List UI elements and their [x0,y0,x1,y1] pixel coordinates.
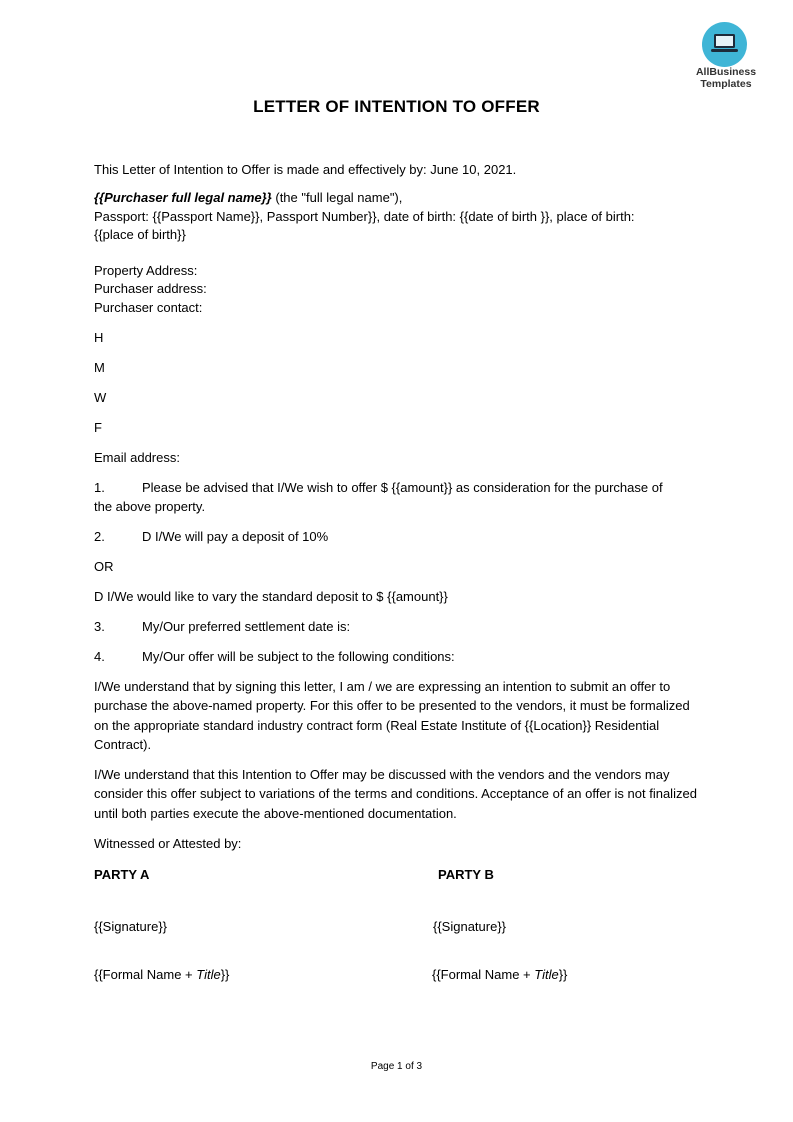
contact-w-label: W [94,390,107,405]
brand-logo [690,22,762,94]
item-1 [94,478,663,497]
intro-line: This Letter of Intention to Offer is made and effectively by: June 10, 2021. [94,162,517,177]
passport-line: Passport: {{Passport Name}}, Passport Number}}, date of birth: {{date of birth }}, place of birth: [94,209,635,224]
item-1-number: 1. [94,480,105,495]
item-4-number: 4. [94,649,105,664]
item-1-continuation: the above property. [94,499,206,514]
place-of-birth-line: {{place of birth}} [94,227,186,242]
item-2-text: D I/We will pay a deposit of 10% [142,529,329,544]
item-4 [94,647,455,666]
item-1-text: Please be advised that I/We wish to offer $ {{amount}} as consideration for the purchase of [142,480,663,495]
party-a-formal-name: {{Formal Name + Title}} [94,967,230,982]
party-b-formal-name: {{Formal Name + Title}} [432,967,568,982]
contact-m-label: M [94,360,105,375]
purchaser-name-placeholder: {{Purchaser full legal name}} [94,190,272,205]
contact-h-label: H [94,330,104,345]
email-address-label: Email address: [94,450,180,465]
purchaser-name-line [94,188,402,207]
purchaser-address-label: Purchaser address: [94,281,207,296]
page-number: Page 1 of 3 [370,1061,423,1072]
laptop-icon [702,22,747,67]
party-a-label: PARTY A [94,867,150,882]
item-2 [94,527,328,546]
purchaser-contact-label: Purchaser contact: [94,300,203,315]
contact-f-label: F [94,420,102,435]
or-label: OR [94,559,114,574]
page-title: LETTER OF INTENTION TO OFFER [253,97,540,116]
party-b-signature: {{Signature}} [433,919,507,934]
item-3-text: My/Our preferred settlement date is: [142,619,351,634]
item-3-number: 3. [94,619,105,634]
party-b-label: PARTY B [438,867,494,882]
paragraph-intention: I/We understand that by signing this letter, I am / we are expressing an intention to submit an offer to purchase the above-named property. For this offer to be presented to the vendors, it must be formalized on the appropriate standard industry contract form (Real Estate Institute of {{Location}} Residential Contract). [94,679,690,752]
logo-text: AllBusiness Templates [695,66,757,90]
item-3 [94,617,350,636]
witness-label: Witnessed or Attested by: [94,836,242,851]
paragraph-discussion: I/We understand that this Intention to Offer may be discussed with the vendors and the vendors may consider this offer subject to variations of the terms and conditions. Acceptance of an offer is not finalized until both parties execute the above-mentioned documentation. [94,767,697,821]
item-4-text: My/Our offer will be subject to the following conditions: [142,649,455,664]
party-a-signature: {{Signature}} [94,919,168,934]
property-address-label: Property Address: [94,263,198,278]
purchaser-name-suffix: (the "full legal name"), [271,190,403,205]
vary-deposit-line: D I/We would like to vary the standard deposit to $ {{amount}} [94,589,448,604]
item-2-number: 2. [94,529,105,544]
